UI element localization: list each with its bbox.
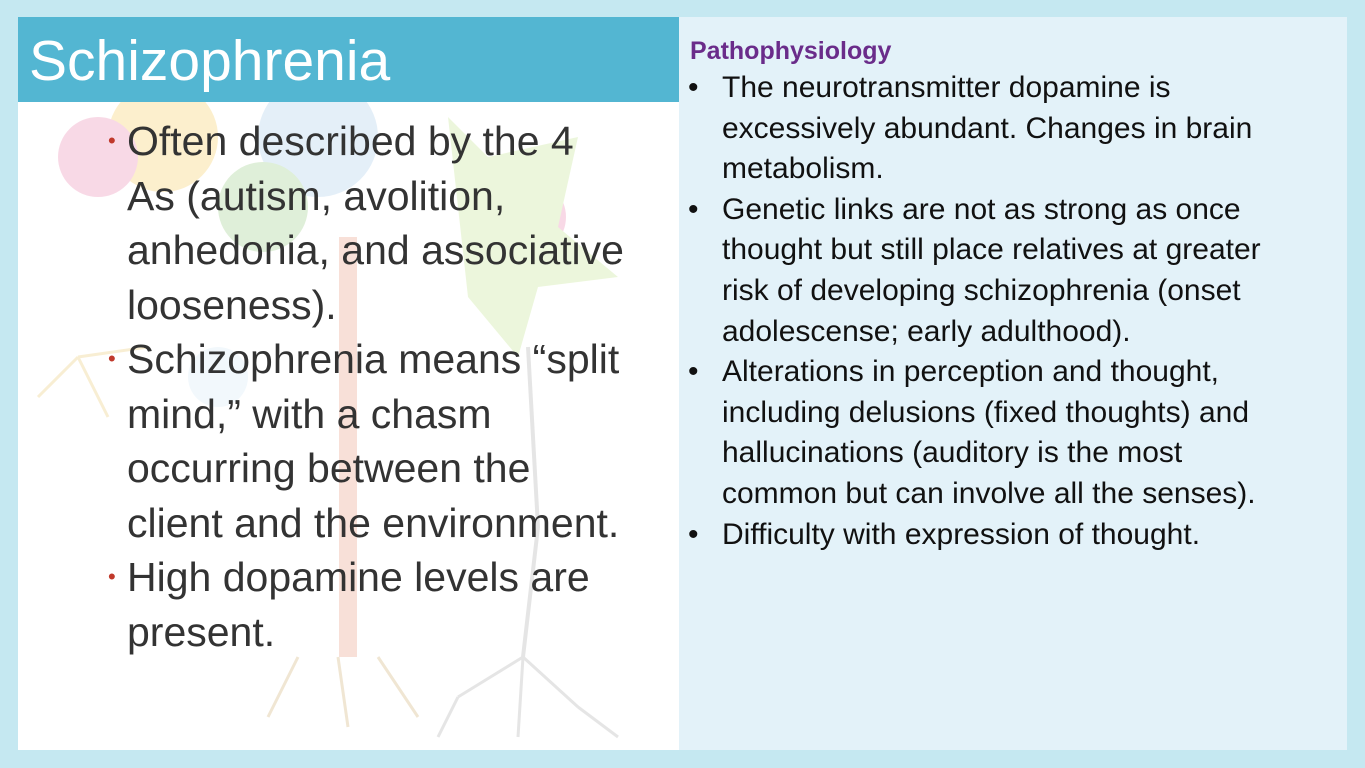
bullet-text-line: Genetic links are not as strong as once (722, 192, 1241, 226)
bullet-text-line: High dopamine levels are (127, 554, 590, 600)
bullet-text-line: occurring between the (127, 445, 531, 491)
bullet-text-line: As (autism, avolition, (127, 172, 506, 219)
bullet-icon: • (108, 346, 116, 371)
bullet-icon: • (688, 517, 699, 551)
left-bullet-item (108, 114, 679, 332)
bullet-text-line: The neurotransmitter dopamine is (722, 71, 1171, 104)
bullet-text-line: anhedonia, and associative (127, 227, 624, 273)
bullet-text-line: common but can involve all the senses). (722, 476, 1256, 510)
left-bullet-list (108, 114, 679, 659)
left-panel (18, 17, 679, 750)
bullet-text-line: client and the environment. (127, 499, 620, 546)
bullet-text-line: Difficulty with expression of thought. (722, 517, 1201, 551)
title-bar (18, 17, 679, 102)
bullet-text-line: including delusions (fixed thoughts) and (722, 395, 1250, 429)
right-bullet-item (688, 68, 1347, 190)
section-heading: Pathophysiology (690, 37, 892, 65)
bullet-text-line: Often described by the 4 (127, 118, 574, 164)
slide (18, 17, 1347, 750)
bullet-text-line: looseness). (127, 281, 337, 328)
bullet-text-line: excessively abundant. Changes in brain (722, 111, 1253, 145)
bullet-text-line: present. (127, 608, 276, 655)
bullet-text-line: thought but still place relatives at greater (722, 233, 1261, 267)
right-panel (679, 17, 1347, 750)
bullet-icon: • (688, 355, 699, 389)
bullet-text-line: risk of developing schizophrenia (onset (722, 273, 1241, 307)
bullet-icon: • (108, 564, 116, 589)
slide-title: Schizophrenia (29, 29, 391, 93)
right-bullet-item (688, 515, 1347, 556)
left-bullet-item (108, 332, 679, 550)
bullet-icon: • (108, 128, 116, 153)
bullet-icon: • (688, 192, 699, 226)
left-bullet-item (108, 550, 679, 659)
right-bullet-list (688, 68, 1347, 555)
bullet-text-line: adolescense; early adulthood). (722, 314, 1131, 348)
right-bullet-item (688, 352, 1347, 514)
bullet-text-line: mind,” with a chasm (127, 390, 492, 437)
bullet-text-line: metabolism. (722, 152, 884, 186)
bullet-text-line: Schizophrenia means “split (127, 336, 620, 382)
right-bullet-item (688, 190, 1347, 352)
bullet-text-line: hallucinations (auditory is the most (722, 436, 1183, 470)
bullet-icon: • (688, 71, 699, 104)
bullet-text-line: Alterations in perception and thought, (722, 355, 1220, 389)
